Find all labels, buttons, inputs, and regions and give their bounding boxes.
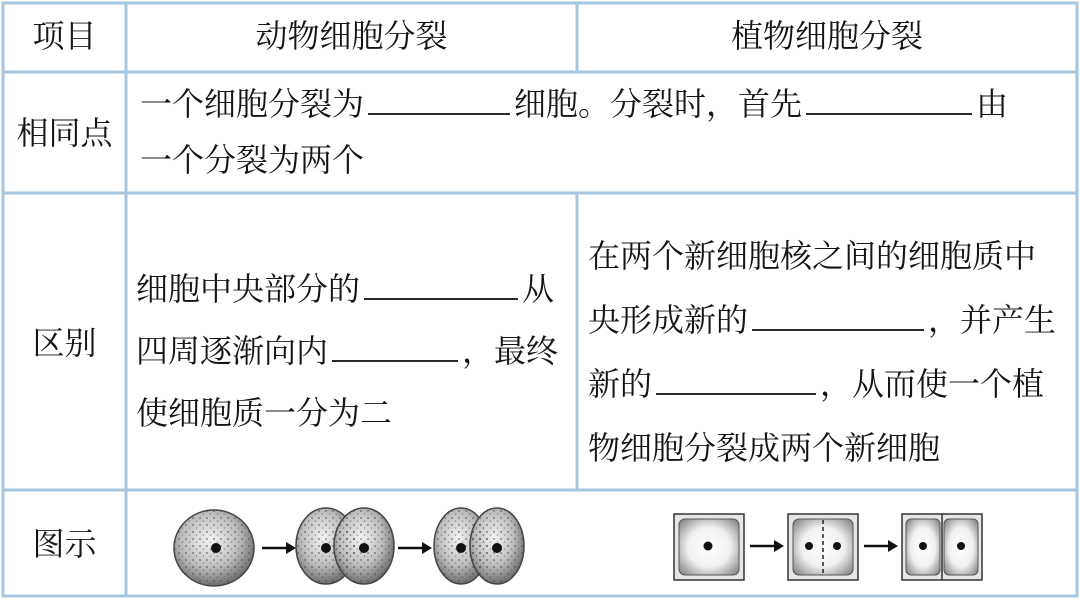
plant-line-2 bbox=[588, 288, 1074, 352]
plant-line-4: 物细胞分裂成两个新细胞 bbox=[588, 429, 941, 467]
animal-line-3: 使细胞质一分为二 bbox=[136, 394, 393, 432]
animal-cell-icon bbox=[174, 510, 254, 586]
blank-field bbox=[368, 83, 510, 115]
plant-line-1: 在两个新细胞核之间的细胞质中 bbox=[588, 237, 1037, 275]
animal-division-figure bbox=[170, 502, 530, 590]
animal-text-3: 四周逐渐向内 bbox=[136, 332, 329, 370]
header-animal-label: 动物细胞分裂 bbox=[255, 17, 448, 55]
row-figure-label: 图示 bbox=[32, 525, 97, 563]
animal-cell-icon bbox=[434, 508, 524, 584]
animal-line-2 bbox=[136, 320, 574, 382]
blank-field bbox=[656, 363, 816, 395]
arrow-right-icon bbox=[398, 542, 432, 554]
animal-text-2: 从 bbox=[522, 270, 555, 308]
animal-text-4: ，最终 bbox=[462, 332, 559, 370]
same-text-3: 由 bbox=[976, 85, 1009, 123]
plant-text-3: 新的 bbox=[588, 365, 653, 403]
plant-cell-icon bbox=[902, 514, 982, 580]
plant-division-figure bbox=[670, 508, 990, 586]
header-item-label: 项目 bbox=[32, 17, 97, 55]
blank-field bbox=[364, 268, 518, 300]
row-diff-label: 区别 bbox=[32, 324, 97, 362]
same-text-1: 一个细胞分裂为 bbox=[140, 85, 365, 123]
plant-text-4: ，从而使一个植 bbox=[820, 365, 1045, 403]
arrow-right-icon bbox=[262, 542, 296, 554]
same-text-2: 细胞。分裂时，首先 bbox=[514, 85, 803, 123]
header-plant-label: 植物细胞分裂 bbox=[730, 17, 923, 55]
animal-cell-icon bbox=[296, 508, 394, 584]
same-line-2: 一个分裂为两个 bbox=[140, 141, 365, 179]
arrow-right-icon bbox=[750, 540, 784, 552]
row-same-content bbox=[140, 82, 1070, 182]
plant-cell-icon bbox=[674, 514, 744, 580]
animal-text-1: 细胞中央部分的 bbox=[136, 270, 361, 308]
plant-line-3 bbox=[588, 352, 1074, 416]
plant-text-1: 央形成新的 bbox=[588, 301, 749, 339]
row-same-label: 相同点 bbox=[16, 114, 113, 152]
plant-cell-icon bbox=[788, 514, 858, 580]
blank-field bbox=[752, 299, 924, 331]
diff-plant-content bbox=[588, 224, 1074, 480]
plant-text-2: ，并产生 bbox=[928, 301, 1057, 339]
animal-line-1 bbox=[136, 258, 574, 320]
diff-animal-content bbox=[136, 258, 574, 444]
blank-field bbox=[332, 330, 458, 362]
same-line-1 bbox=[140, 82, 1070, 126]
blank-field bbox=[806, 83, 972, 115]
arrow-right-icon bbox=[864, 540, 898, 552]
